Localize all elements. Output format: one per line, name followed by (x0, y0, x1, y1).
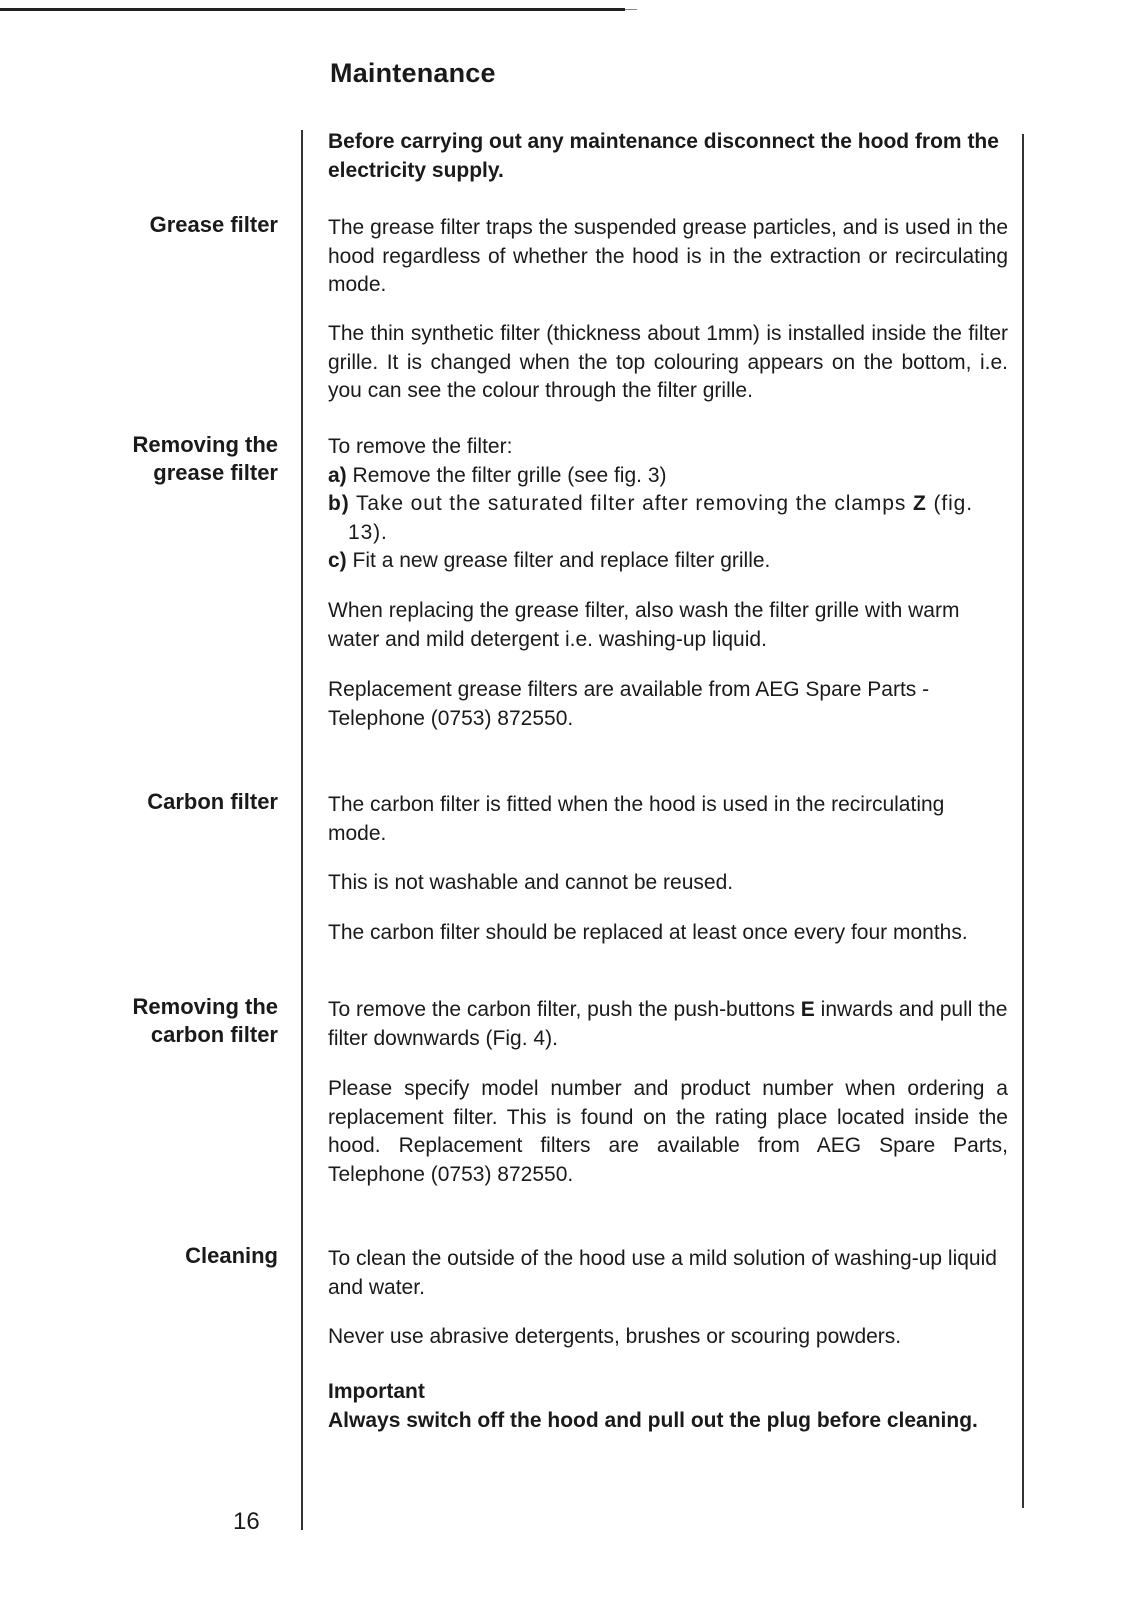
important-text: Always switch off the hood and pull out the plug before cleaning. (328, 1408, 978, 1432)
step-c (328, 547, 1008, 576)
page-title: Maintenance (330, 58, 496, 88)
step-a-text: Remove the filter grille (see fig. 3) (352, 463, 667, 487)
carbon-filter-p2-block (328, 869, 1008, 898)
cleaning-p1: To clean the outside of the hood use a mild solution of washing-up liquid and water. (328, 1247, 997, 1299)
step-b-clamp: Z (912, 492, 927, 515)
grease-filter-block-2 (328, 320, 1008, 406)
step-b-label: b) (328, 492, 350, 515)
cleaning-p2-block (328, 1323, 1008, 1352)
step-b-text: Take out the saturated filter after removing the clamps (355, 492, 907, 515)
removing-grease-wash (328, 597, 1008, 654)
removing-grease-spares (328, 676, 1008, 733)
heading-cleaning (48, 1242, 278, 1270)
heading-grease-filter-text: Grease filter (149, 212, 278, 237)
heading-carbon-filter (48, 788, 278, 816)
carbon-filter-p2: This is not washable and cannot be reused. (328, 871, 734, 894)
important-block (328, 1378, 1008, 1435)
warning-block (328, 128, 1008, 185)
top-rule (0, 8, 625, 11)
top-rule-tail (625, 9, 637, 10)
removing-grease-steps (328, 433, 1008, 576)
carbon-filter-p1: The carbon filter is fitted when the hood is used in the recirculating mode. (328, 793, 945, 845)
removing-carbon-p1 (328, 996, 1008, 1053)
heading-removing-carbon-filter (48, 993, 278, 1049)
grease-filter-p2: The thin synthetic filter (thickness about 1mm) is installed inside the filter grille. It is changed when the top colouring appears on the bottom, i.e. you can see the colour through the filter grille. (328, 322, 1008, 402)
heading-removing-grease-line2: grease filter (153, 460, 278, 485)
cleaning-p2: Never use abrasive detergents, brushes or scouring powders. (328, 1325, 902, 1348)
heading-removing-grease-line1: Removing the (132, 432, 278, 457)
cleaning-p1-block (328, 1245, 1008, 1302)
carbon-filter-p3-block (328, 919, 1008, 948)
carbon-filter-p3: The carbon filter should be replaced at least once every four months. (328, 921, 968, 944)
warning-text: Before carrying out any maintenance disconnect the hood from the electricity supply. (328, 130, 999, 182)
grease-filter-block (328, 214, 1008, 300)
page-number: 16 (233, 1508, 260, 1535)
heading-removing-carbon-line2: carbon filter (150, 1022, 278, 1047)
removing-carbon-p2-block (328, 1075, 1008, 1189)
step-b-ref: (fig. 13). (348, 492, 973, 544)
left-column-rule (301, 130, 303, 1530)
removing-carbon-p2: Please specify model number and product number when ordering a replacement filter. This is found on the rating place located inside the hood. Replacement filters are available from AEG Spare Parts, Telephone (0753) 872550. (328, 1077, 1008, 1186)
right-column-rule (1022, 134, 1024, 1508)
step-a (328, 462, 1008, 491)
removing-carbon-p1-before: To remove the carbon filter, push the push-buttons (328, 998, 795, 1021)
heading-grease-filter (48, 211, 278, 239)
step-b (328, 490, 1008, 547)
step-c-text: Fit a new grease filter and replace filter grille. (352, 549, 771, 572)
step-c-label: c) (328, 549, 347, 572)
important-label: Important (328, 1380, 425, 1403)
grease-filter-p1: The grease filter traps the suspended grease particles, and is used in the hood regardless of whether the hood is in the extraction or recirculating mode. (328, 216, 1008, 296)
step-a-label: a) (328, 463, 347, 487)
removing-grease-intro: To remove the filter: (328, 435, 513, 458)
heading-removing-grease-filter (48, 431, 278, 487)
removing-grease-wash-text: When replacing the grease filter, also wash the filter grille with warm water and mild detergent i.e. washing-up liquid. (328, 599, 960, 651)
heading-carbon-filter-text: Carbon filter (147, 789, 278, 814)
heading-removing-carbon-line1: Removing the (132, 994, 278, 1019)
removing-grease-spares-text: Replacement grease filters are available from AEG Spare Parts - Telephone (0753) 872550. (328, 678, 930, 730)
push-button-e-label: E (800, 998, 815, 1021)
heading-cleaning-text: Cleaning (185, 1243, 278, 1268)
carbon-filter-p1-block (328, 791, 1008, 848)
removing-carbon-p1-after: inwards and pull the filter downwards (Fig. 4). (328, 998, 1008, 1050)
removing-carbon-p1-block (328, 996, 1008, 1053)
